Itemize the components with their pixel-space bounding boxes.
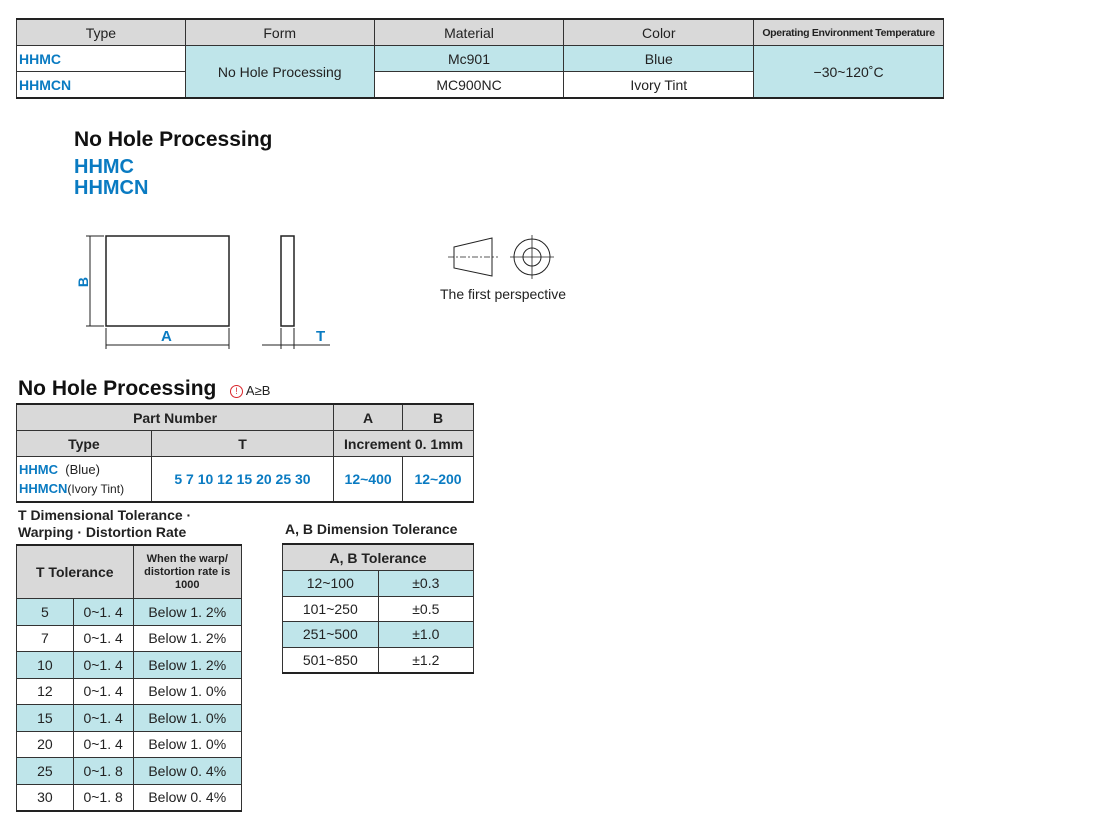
section-title: No Hole Processing [74, 128, 273, 151]
ab-tolerance-range-cell: 12~100 [283, 571, 379, 597]
spec-color-cell: Ivory Tint [564, 72, 754, 99]
plate-side-view [281, 236, 294, 326]
t-values-cell: 5 7 10 12 15 20 25 30 [151, 457, 333, 503]
type-label: HHMC [74, 156, 134, 178]
t-tolerance-t-cell: 12 [17, 678, 74, 705]
t-tolerance-rate-cell: Below 1. 2% [133, 625, 241, 652]
t-tolerance-row [17, 758, 242, 785]
note-text: A≥B [245, 383, 271, 398]
type-code: HHMCN [19, 480, 68, 496]
t-tolerance-tol-cell: 0~1. 4 [73, 652, 133, 679]
t-tolerance-row [17, 705, 242, 732]
spec-type-cell: HHMC [17, 46, 186, 72]
t-tolerance-row [17, 784, 242, 811]
ab-tolerance-body [283, 571, 474, 674]
plate-front-view [106, 236, 229, 326]
t-tolerance-tol-cell: 0~1. 4 [73, 599, 133, 626]
t-tolerance-row [17, 625, 242, 652]
spec-material-cell: MC900NC [374, 72, 564, 99]
spec-form-cell: No Hole Processing [185, 46, 374, 99]
spec-header-temperature: Operating Environment Temperature [754, 19, 944, 46]
t-tolerance-rate-cell: Below 1. 0% [133, 731, 241, 758]
header-a: A [334, 404, 403, 431]
t-tolerance-rate-cell: Below 0. 4% [133, 784, 241, 811]
t-tolerance-row [17, 731, 242, 758]
t-tolerance-tol-cell: 0~1. 8 [73, 758, 133, 785]
spec-header-type: Type [17, 19, 186, 46]
t-tolerance-tol-cell: 0~1. 4 [73, 625, 133, 652]
dimension-drawing [70, 225, 340, 355]
dimension-label-b: B [75, 276, 92, 288]
ab-tolerance-row [283, 622, 474, 648]
spec-material-cell: Mc901 [374, 46, 564, 72]
t-tolerance-title-line: T Dimensional Tolerance · [18, 507, 192, 523]
t-tolerance-t-cell: 5 [17, 599, 74, 626]
spec-temperature-cell: −30~120˚C [754, 46, 944, 99]
t-tolerance-title-line: Warping · Distortion Rate [18, 524, 187, 540]
info-icon: ! [230, 385, 243, 398]
t-tolerance-tol-cell: 0~1. 4 [73, 678, 133, 705]
ab-tolerance-tol-cell: ±0.3 [378, 571, 473, 597]
t-tolerance-rate-cell: Below 1. 2% [133, 599, 241, 626]
header-b: B [403, 404, 474, 431]
t-tolerance-rate-cell: Below 1. 2% [133, 652, 241, 679]
t-tolerance-t-cell: 25 [17, 758, 74, 785]
a-range-cell: 12~400 [334, 457, 403, 503]
t-tolerance-body [17, 599, 242, 812]
ab-tolerance-range-cell: 101~250 [283, 596, 379, 622]
part-number-table [16, 403, 474, 503]
ab-tolerance-tol-cell: ±1.2 [378, 647, 473, 673]
spec-header-row [17, 19, 944, 46]
part-row [17, 457, 474, 503]
t-tolerance-t-cell: 7 [17, 625, 74, 652]
ab-tolerance-range-cell: 501~850 [283, 647, 379, 673]
ab-tolerance-row [283, 596, 474, 622]
type-color: (Blue) [65, 461, 100, 477]
t-tolerance-t-cell: 10 [17, 652, 74, 679]
spec-header-form: Form [185, 19, 374, 46]
spec-table [16, 18, 944, 99]
ab-tolerance-range-cell: 251~500 [283, 622, 379, 648]
type-code: HHMC [19, 461, 58, 477]
t-tolerance-t-cell: 15 [17, 705, 74, 732]
ab-tolerance-title: A, B Dimension Tolerance [285, 521, 458, 537]
t-tolerance-row [17, 599, 242, 626]
first-perspective-icon [448, 234, 560, 284]
b-range-cell: 12~200 [403, 457, 474, 503]
spec-type-cell: HHMCN [17, 72, 186, 99]
t-tolerance-rate-cell: Below 1. 0% [133, 705, 241, 732]
ab-tolerance-tol-cell: ±1.0 [378, 622, 473, 648]
type-label: HHMCN [74, 177, 149, 199]
t-tolerance-t-cell: 20 [17, 731, 74, 758]
t-tolerance-rate-cell: Below 0. 4% [133, 758, 241, 785]
part-header-row [17, 404, 474, 431]
dimension-label-t: T [316, 328, 326, 345]
spec-color-cell: Blue [564, 46, 754, 72]
header-t-tolerance: T Tolerance [17, 545, 134, 599]
t-tolerance-tol-cell: 0~1. 4 [73, 705, 133, 732]
t-tolerance-row [17, 652, 242, 679]
t-tolerance-header-row [17, 545, 242, 599]
header-warp-rate: When the warp/ distortion rate is 1000 [133, 545, 241, 599]
type-color: (Ivory Tint) [67, 481, 125, 496]
ab-tolerance-table [282, 543, 474, 674]
section-title: No Hole Processing [18, 377, 217, 400]
perspective-caption: The first perspective [440, 286, 567, 302]
t-tolerance-rate-cell: Below 1. 0% [133, 678, 241, 705]
ab-tolerance-row [283, 647, 474, 673]
note [230, 383, 270, 398]
spec-header-color: Color [564, 19, 754, 46]
t-tolerance-tol-cell: 0~1. 4 [73, 731, 133, 758]
t-tolerance-t-cell: 30 [17, 784, 74, 811]
header-increment: Increment 0. 1mm [334, 431, 474, 457]
t-tolerance-title [18, 507, 191, 541]
t-tolerance-tol-cell: 0~1. 8 [73, 784, 133, 811]
part-header-row [17, 431, 474, 457]
spec-row [17, 46, 944, 72]
type-cell [17, 457, 152, 503]
header-t: T [151, 431, 333, 457]
spec-header-material: Material [374, 19, 564, 46]
t-tolerance-row [17, 678, 242, 705]
t-tolerance-table [16, 544, 242, 812]
ab-tolerance-header-row [283, 544, 474, 571]
ab-tolerance-row [283, 571, 474, 597]
header-type: Type [17, 431, 152, 457]
dimension-label-a: A [161, 328, 172, 345]
header-ab-tolerance: A, B Tolerance [283, 544, 474, 571]
header-part-number: Part Number [17, 404, 334, 431]
ab-tolerance-tol-cell: ±0.5 [378, 596, 473, 622]
